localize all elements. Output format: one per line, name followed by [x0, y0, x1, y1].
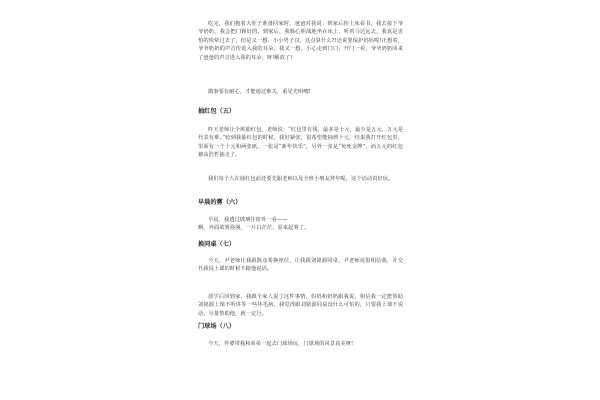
paragraph-going-home: 吃完，我们抱着大肚子准备回家时，爸爸对我说：到家后你上床看书，我去接下爷爷奶奶，我会把门锁好的。到家后，我躲心胆战地坐在床上，听着马达远去，我真是害怕的快晕过去了，但是又一想，小小男子汉，这点算什么?!还说要保护妈妈呢!正想着，爷爷奶奶的声音传进入我的耳朵，我又一想，小心走到门口，开门一看，爷爷奶奶回来了爸爸的声音进入我的耳朵，呀!解放了! [198, 21, 403, 61]
heading-morning-fog: 早晨的雾（六） [198, 199, 242, 206]
paragraph-new-year-greeting: 我们每个人在抽红包前还要先跟老师以及全班小朋友拜年呢，这个活动真好玩。 [208, 176, 394, 182]
paragraph-morning-fog: 早晨，我透过玻璃往窗外一看—— [208, 217, 288, 223]
paragraph-red-envelope: 昨天老师让全班抽红包，老师说：“红包里有钱，最多是十元，最少是五元，五元是代表有难。”轮到我抽红包的时候，我好紧张，很希望能抽到十元，结果我打开红包里，里面有一个十元和两张纸，一张是“新年快乐”，另外一张是“免死金牌”，而五元的红包被高浩哲抽走了。 [198, 127, 403, 159]
heading-change-desk-mate: 换同桌（七） [198, 241, 236, 248]
paragraph-fog-outside: 啊，外面浓雾弥漫，一片白茫茫，原来起雾了。 [198, 225, 310, 231]
paragraph-patience: 做事要有耐心，才能通过难关，重见光明噢! [208, 89, 311, 95]
paragraph-gateball-court: 今天，外婆带我和弟弟一起去门球场玩，门球场的风景真美呀! [208, 341, 354, 347]
heading-gateball-court: 门球场（八） [198, 323, 236, 330]
paragraph-change-desk-mate: 今天，尹老师让我跟陈彦希换座位，让我跟刘铭源同桌，尹老师说很相信我，并交代我说上课的时候不跟他说话。 [198, 258, 403, 273]
heading-red-envelope: 抽红包（五） [198, 108, 236, 115]
paragraph-after-school: 放学后回到家，我跟全家人说了这件事情，妈妈和奶奶跟我说，相信我一定能帮助刘铭源上课不听讲等一些坏毛病，我觉得跟刘铭源同桌没什么可怕的，只要我上课不说话，尽量帮助他，就一定行。 [198, 294, 403, 317]
document-page [198, 0, 403, 400]
